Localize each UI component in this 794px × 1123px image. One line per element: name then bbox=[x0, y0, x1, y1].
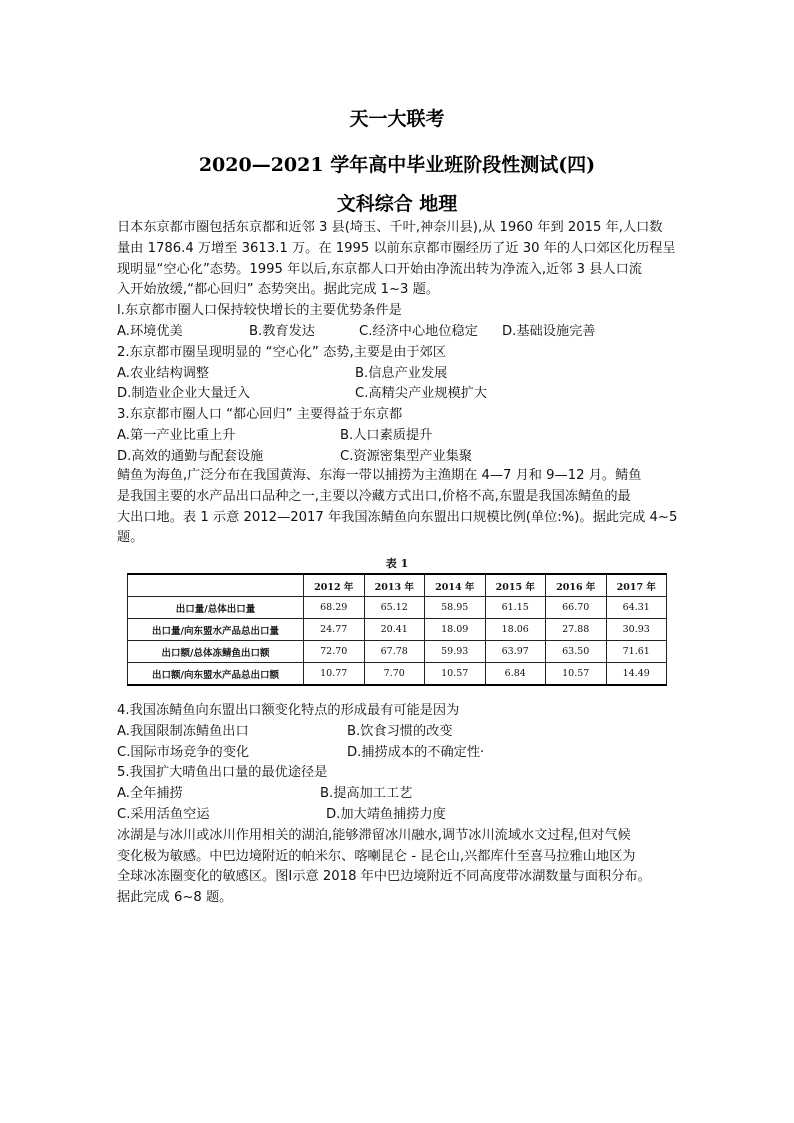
section-questions-4-5 bbox=[117, 701, 683, 909]
table-cell: 61.15 bbox=[485, 597, 546, 619]
option-b[interactable]: B.人口素质提升 bbox=[340, 427, 433, 443]
option-c[interactable]: C.经济中心地位稳定 bbox=[359, 323, 478, 339]
options-row bbox=[117, 722, 683, 743]
question-2 bbox=[117, 343, 683, 405]
option-a[interactable]: A.环境优美 bbox=[117, 323, 183, 339]
table-cell: 24.77 bbox=[304, 619, 365, 641]
option-d[interactable]: D.基础设施完善 bbox=[502, 323, 596, 339]
passage-line: 全球冰冻圈变化的敏感区。图Ⅰ示意 2018 年中巴边境附近不同高度带冰湖数量与面积分布。 bbox=[117, 869, 651, 885]
passage-line: 冰湖是与冰川或冰川作用相关的湖泊,能够滞留冰川融水,调节冰川流域水文过程,但对气候 bbox=[117, 827, 631, 843]
passage-line: 据此完成 6~8 题。 bbox=[117, 890, 233, 906]
table-cell: 63.97 bbox=[485, 641, 546, 663]
option-c[interactable]: C.高精尖产业规模扩大 bbox=[355, 386, 488, 402]
option-c[interactable]: C.国际市场竞争的变化 bbox=[117, 744, 250, 760]
year-header: 2017 年 bbox=[606, 574, 667, 597]
table-cell: 64.31 bbox=[606, 597, 667, 619]
question-stem: 3.东京都市圈人口 “都心回归” 主要得益于东京都 bbox=[117, 407, 403, 423]
passage-line: 是我国主要的水产品出口品种之一,主要以冷藏方式出口,价格不高,东盟是我国冻鲭鱼的最 bbox=[117, 488, 631, 504]
row-label: 出口量/向东盟水产品总出口量 bbox=[128, 619, 304, 641]
passage-mackerel bbox=[117, 466, 683, 549]
table-cell: 67.78 bbox=[364, 641, 425, 663]
passage-glacial-lake bbox=[117, 826, 683, 909]
option-b[interactable]: B.信息产业发展 bbox=[355, 365, 448, 381]
table-cell: 10.57 bbox=[546, 663, 607, 686]
option-a[interactable]: A.农业结构调整 bbox=[117, 365, 210, 381]
section-tokyo bbox=[117, 218, 683, 468]
table-cell: 14.49 bbox=[606, 663, 667, 686]
option-b[interactable]: B.饮食习惯的改变 bbox=[347, 723, 453, 739]
year-header: 2016 年 bbox=[546, 574, 607, 597]
option-d[interactable]: D.加大靖鱼捕捞力度 bbox=[326, 806, 446, 822]
options-row bbox=[117, 384, 683, 405]
option-c[interactable]: C.采用活鱼空运 bbox=[117, 806, 210, 822]
option-d[interactable]: D.捕捞成本的不确定性· bbox=[347, 744, 485, 760]
table-cell: 58.95 bbox=[425, 597, 486, 619]
options-row bbox=[117, 447, 683, 468]
row-label: 出口额/总体冻鲭鱼出口额 bbox=[128, 641, 304, 663]
question-5 bbox=[117, 763, 683, 825]
year-header: 2012 年 bbox=[304, 574, 365, 597]
table-cell: 20.41 bbox=[364, 619, 425, 641]
passage-tokyo bbox=[117, 218, 683, 301]
option-d[interactable]: D.制造业企业大量迁入 bbox=[117, 386, 251, 402]
table-header-row bbox=[128, 574, 667, 597]
table-cell: 66.70 bbox=[546, 597, 607, 619]
question-stem: 4.我国冻鲭鱼向东盟出口额变化特点的形成最有可能是因为 bbox=[117, 703, 460, 718]
question-3 bbox=[117, 405, 683, 467]
table-cell: 18.06 bbox=[485, 619, 546, 641]
options-row bbox=[117, 805, 683, 826]
options-row bbox=[117, 784, 683, 805]
row-label: 出口量/总体出口量 bbox=[128, 597, 304, 619]
section-mackerel bbox=[117, 466, 683, 549]
question-stem: l.东京都市圈人口保持较快增长的主要优势条件是 bbox=[117, 303, 402, 319]
table-cell: 7.70 bbox=[364, 663, 425, 686]
table-cell: 18.09 bbox=[425, 619, 486, 641]
options-row bbox=[117, 426, 683, 447]
question-stem: 5.我国扩大晴鱼出口量的最优途径是 bbox=[117, 765, 328, 781]
question-1 bbox=[117, 301, 683, 343]
passage-line: 大出口地。表 1 示意 2012—2017 年我国冻鲭鱼向东盟出口规模比例(单位:%)。据此完成 4~5 bbox=[117, 509, 678, 525]
question-stem: 2.东京都市圈呈现明显的 “空心化” 态势,主要是由于郊区 bbox=[117, 344, 446, 360]
table-corner-cell bbox=[128, 574, 304, 597]
exam-brand-title: 天一大联考 bbox=[349, 108, 445, 130]
question-4 bbox=[117, 701, 683, 763]
table-row bbox=[128, 663, 667, 686]
table-cell: 6.84 bbox=[485, 663, 546, 686]
exam-subject-title: 文科综合 地理 bbox=[336, 193, 458, 215]
table-cell: 71.61 bbox=[606, 641, 667, 663]
table-cell: 10.77 bbox=[304, 663, 365, 686]
option-d[interactable]: D.高效的通勤与配套设施 bbox=[117, 448, 264, 464]
passage-line: 入开始放缓,“都心回归” 态势突出。据此完成 1~3 题。 bbox=[117, 282, 440, 298]
table-1 bbox=[127, 555, 667, 686]
row-label: 出口额/向东盟水产品总出口额 bbox=[128, 663, 304, 686]
table-cell: 63.50 bbox=[546, 641, 607, 663]
passage-line: 现明显“空心化”态势。1995 年以后,东京都人口开始由净流出转为净流入,近邻 3 县人口流 bbox=[117, 261, 642, 277]
passage-line: 变化极为敏感。中巴边境附近的帕米尔、喀喇昆仑 - 昆仑山,兴都库什至喜马拉雅山地区为 bbox=[117, 848, 636, 864]
table-cell: 68.29 bbox=[304, 597, 365, 619]
table-cell: 30.93 bbox=[606, 619, 667, 641]
options-row bbox=[117, 322, 683, 343]
table-row bbox=[128, 597, 667, 619]
option-b[interactable]: B.教育发达 bbox=[249, 323, 315, 339]
table-cell: 10.57 bbox=[425, 663, 486, 686]
passage-line: 题。 bbox=[117, 530, 144, 546]
options-row bbox=[117, 364, 683, 385]
option-a[interactable]: A.我国限制冻鲭鱼出口 bbox=[117, 723, 249, 739]
table-cell: 65.12 bbox=[364, 597, 425, 619]
exam-test-title: 2020—2021 学年高中毕业班阶段性测试(四) bbox=[198, 154, 596, 176]
export-ratio-table bbox=[127, 573, 667, 686]
option-b[interactable]: B.提高加工工艺 bbox=[320, 786, 413, 802]
passage-line: 鲭鱼为海鱼,广泛分布在我国黄海、东海一带以捕捞为主渔期在 4—7 月和 9—12 月。鲭鱼 bbox=[117, 468, 642, 483]
year-header: 2013 年 bbox=[364, 574, 425, 597]
table-row bbox=[128, 641, 667, 663]
option-a[interactable]: A.全年捕捞 bbox=[117, 786, 183, 802]
table-cell: 72.70 bbox=[304, 641, 365, 663]
year-header: 2014 年 bbox=[425, 574, 486, 597]
table-row bbox=[128, 619, 667, 641]
options-row bbox=[117, 743, 683, 764]
year-header: 2015 年 bbox=[485, 574, 546, 597]
passage-line: 日本东京都市圈包括东京都和近邻 3 县(埼玉、千叶,神奈川县),从 1960 年到 2015 年,人口数 bbox=[117, 220, 663, 235]
table-cell: 27.88 bbox=[546, 619, 607, 641]
option-c[interactable]: C.资源密集型产业集聚 bbox=[340, 448, 473, 464]
passage-line: 量由 1786.4 万增至 3613.1 万。在 1995 以前东京都市圈经历了近 30 年的人口郊区化历程呈 bbox=[117, 240, 676, 256]
table-cell: 59.93 bbox=[425, 641, 486, 663]
option-a[interactable]: A.第一产业比重上升 bbox=[117, 427, 236, 443]
table-title: 表 1 bbox=[385, 557, 409, 570]
